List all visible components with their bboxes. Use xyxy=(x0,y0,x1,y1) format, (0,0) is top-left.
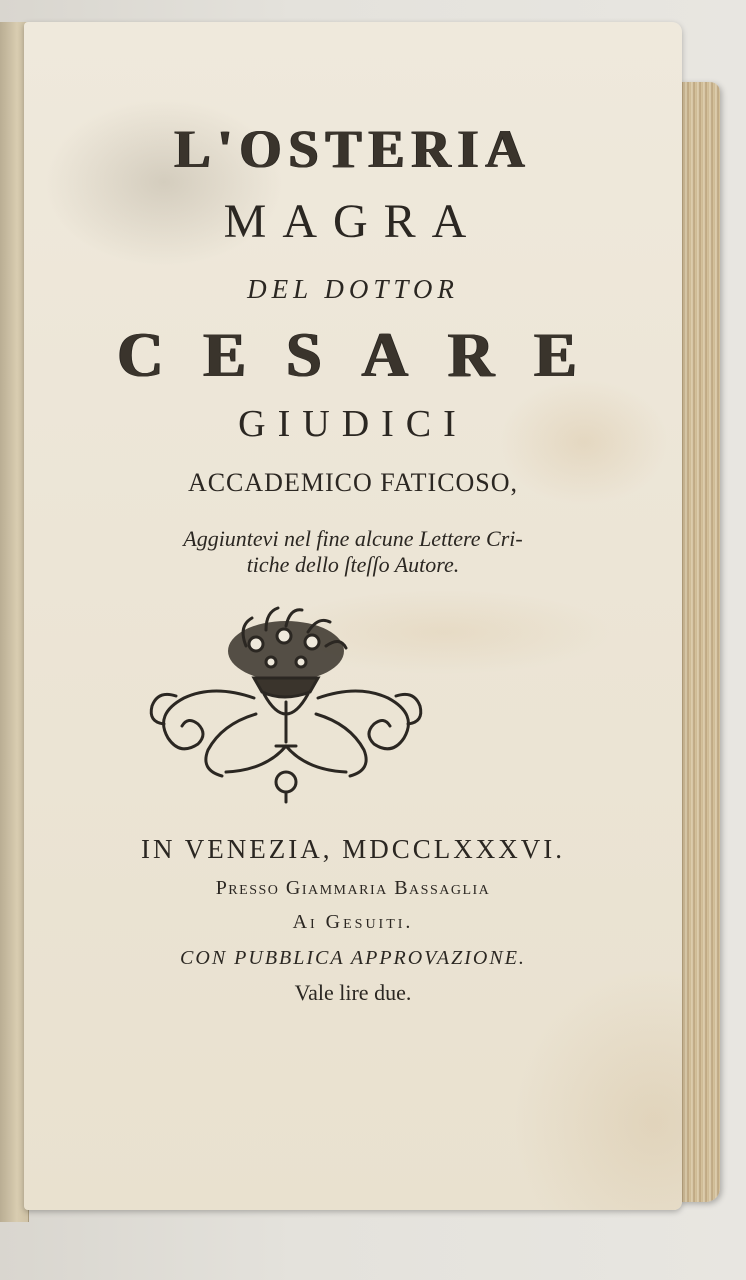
imprint-approval: CON PUBBLICA APPROVAZIONE. xyxy=(180,947,526,969)
author-surname: GIUDICI xyxy=(238,403,468,445)
title-page xyxy=(24,22,682,1210)
imprint-location: Ai Gesuiti. xyxy=(292,911,414,933)
title-line-2: MAGRA xyxy=(223,195,483,248)
page-fore-edge xyxy=(678,82,720,1202)
flower-bouquet xyxy=(228,608,346,681)
book xyxy=(0,22,720,1222)
subtitle-line-2: tiche dello ſteſſo Autore. xyxy=(246,552,460,577)
imprint-place-date: IN VENEZIA, MDCCLXXXVI. xyxy=(141,834,565,864)
imprint-price: Vale lire due. xyxy=(294,980,412,1005)
title-line-1: L'OSTERIA xyxy=(174,119,532,179)
imprint-printer: Presso Giammaria Bassaglia xyxy=(215,877,491,899)
title-line-3: DEL DOTTOR xyxy=(247,274,459,304)
subtitle-line-1: Aggiuntevi nel fine alcune Lettere Cri- xyxy=(183,526,523,551)
author-affiliation: ACCADEMICO FATICOSO, xyxy=(187,468,519,497)
author-first-name: CESARE xyxy=(117,319,617,390)
floral-vase-ornament-icon xyxy=(136,606,436,806)
